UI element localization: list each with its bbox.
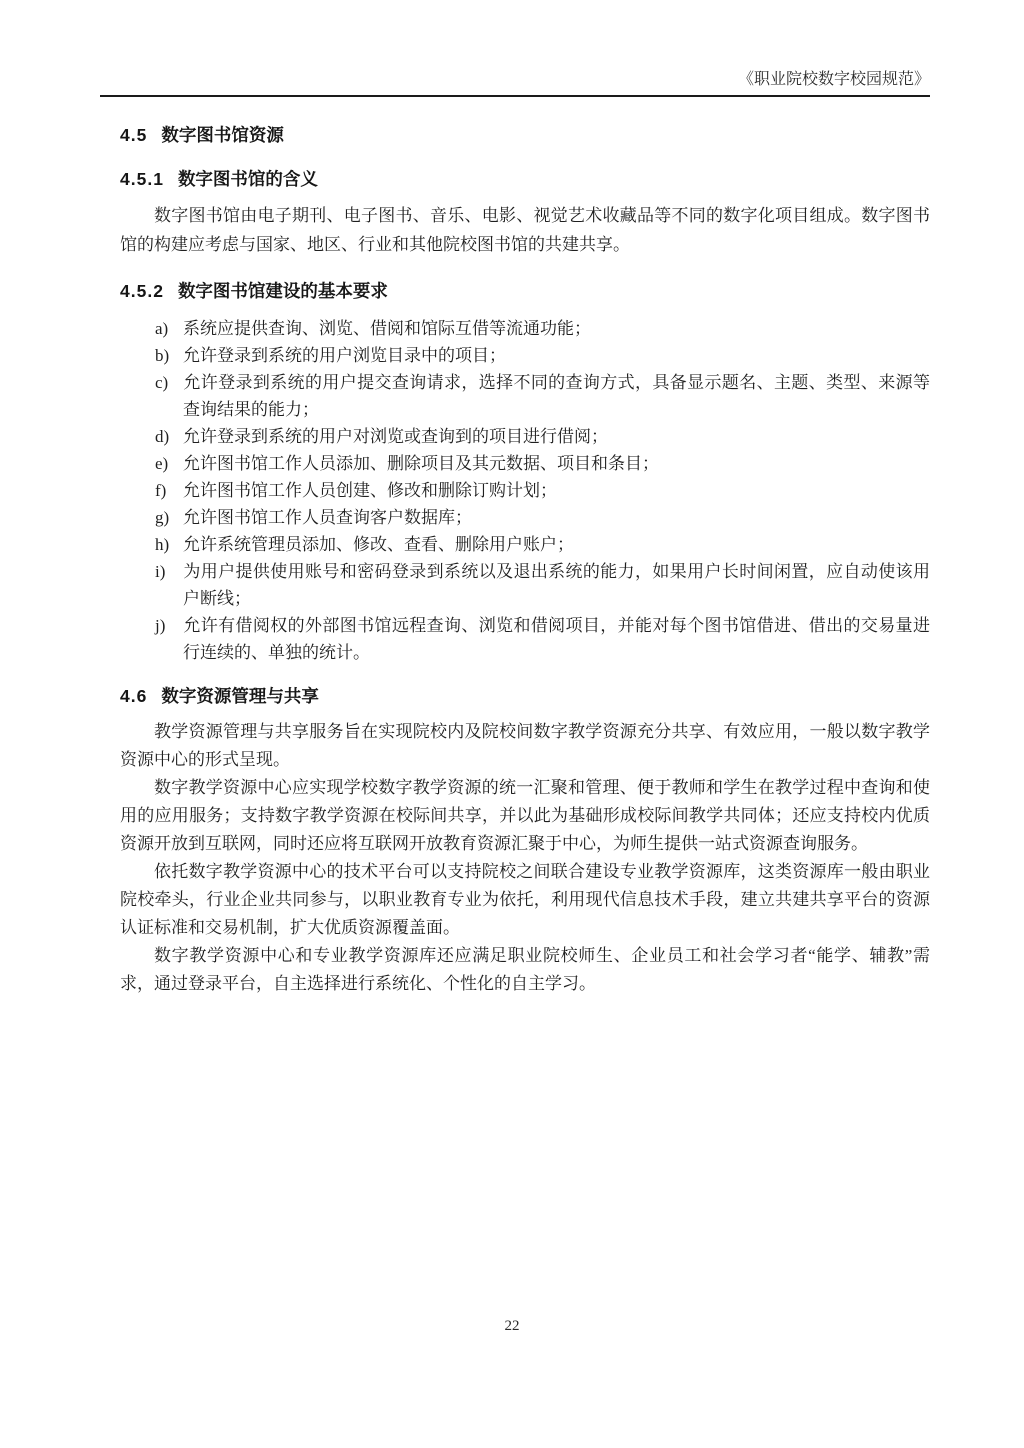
list-item-a	[155, 315, 930, 342]
requirements-list	[155, 315, 930, 666]
list-item-g	[155, 504, 930, 531]
list-item-text: 允许有借阅权的外部图书馆远程查询、浏览和借阅项目，并能对每个图书馆借进、借出的交易量进行连续的、单独的统计。	[183, 616, 930, 662]
list-item-i	[155, 558, 930, 612]
page-content	[120, 123, 930, 998]
list-item-text: 允许图书馆工作人员创建、修改和删除订购计划；	[183, 481, 557, 500]
list-item-marker: f)	[155, 481, 167, 500]
list-item-marker: b)	[155, 346, 170, 365]
list-item-text: 允许登录到系统的用户提交查询请求，选择不同的查询方式，具备显示题名、主题、类型、来源等查询结果的能力；	[183, 373, 930, 419]
paragraph: 教学资源管理与共享服务旨在实现院校内及院校间数字教学资源充分共享、有效应用，一般以数字教学资源中心的形式呈现。	[120, 722, 930, 769]
page-number: 22	[504, 1318, 520, 1334]
list-item-h	[155, 531, 930, 558]
paragraph: 依托数字教学资源中心的技术平台可以支持院校之间联合建设专业教学资源库，这类资源库一般由职业院校牵头，行业企业共同参与，以职业教育专业为依托，利用现代信息技术手段，建立共建共享平台的资源认证标准和交易机制，扩大优质资源覆盖面。	[120, 862, 930, 937]
list-item-e	[155, 450, 930, 477]
paragraph: 数字教学资源中心应实现学校数字教学资源的统一汇聚和管理、便于教师和学生在教学过程中查询和使用的应用服务；支持数字教学资源在校际间共享，并以此为基础形成校际间教学共同体；还应支持校内优质资源开放到互联网，同时还应将互联网开放教育资源汇聚于中心，为师生提供一站式资源查询服务。	[120, 778, 930, 853]
paragraph: 数字图书馆由电子期刊、电子图书、音乐、电影、视觉艺术收藏品等不同的数字化项目组成。数字图书馆的构建应考虑与国家、地区、行业和其他院校图书馆的共建共享。	[120, 206, 930, 254]
list-item-text: 允许系统管理员添加、修改、查看、删除用户账户；	[183, 535, 574, 554]
section-heading-4-5-2	[120, 279, 930, 303]
list-item-text: 允许登录到系统的用户对浏览或查询到的项目进行借阅；	[183, 427, 608, 446]
list-item-marker: j)	[155, 616, 166, 635]
list-item-marker: c)	[155, 373, 169, 392]
list-item-marker: a)	[155, 319, 169, 338]
list-item-text: 系统应提供查询、浏览、借阅和馆际互借等流通功能；	[183, 319, 591, 338]
list-item-marker: e)	[155, 454, 169, 473]
section-title: 数字图书馆资源	[161, 125, 284, 145]
list-item-marker: d)	[155, 427, 170, 446]
section-title: 数字资源管理与共享	[161, 686, 319, 706]
section-number: 4.5	[120, 125, 148, 145]
section-number: 4.6	[120, 686, 148, 706]
list-item-d	[155, 423, 930, 450]
list-item-text: 允许图书馆工作人员添加、删除项目及其元数据、项目和条目；	[183, 454, 659, 473]
section-heading-4-6	[120, 684, 930, 708]
list-item-marker: i)	[155, 562, 166, 581]
running-header	[100, 70, 930, 97]
list-item-marker: g)	[155, 508, 170, 527]
section-number: 4.5.1	[120, 169, 164, 189]
section-title: 数字图书馆建设的基本要求	[177, 281, 388, 301]
section-title: 数字图书馆的含义	[177, 169, 318, 189]
list-item-j	[155, 612, 930, 666]
list-item-b	[155, 342, 930, 369]
section-heading-4-5-1	[120, 167, 930, 191]
section-number: 4.5.2	[120, 281, 164, 301]
list-item-text: 为用户提供使用账号和密码登录到系统以及退出系统的能力，如果用户长时间闲置，应自动使该用户断线；	[183, 562, 930, 608]
section-heading-4-5	[120, 123, 930, 147]
list-item-f	[155, 477, 930, 504]
document-title: 《职业院校数字校园规范》	[737, 71, 930, 88]
list-item-text: 允许登录到系统的用户浏览目录中的项目；	[183, 346, 506, 365]
list-item-c	[155, 369, 930, 423]
paragraph: 数字教学资源中心和专业教学资源库还应满足职业院校师生、企业员工和社会学习者“能学、辅教”需求，通过登录平台，自主选择进行系统化、个性化的自主学习。	[120, 946, 930, 993]
list-item-marker: h)	[155, 535, 170, 554]
list-item-text: 允许图书馆工作人员查询客户数据库；	[183, 508, 472, 527]
